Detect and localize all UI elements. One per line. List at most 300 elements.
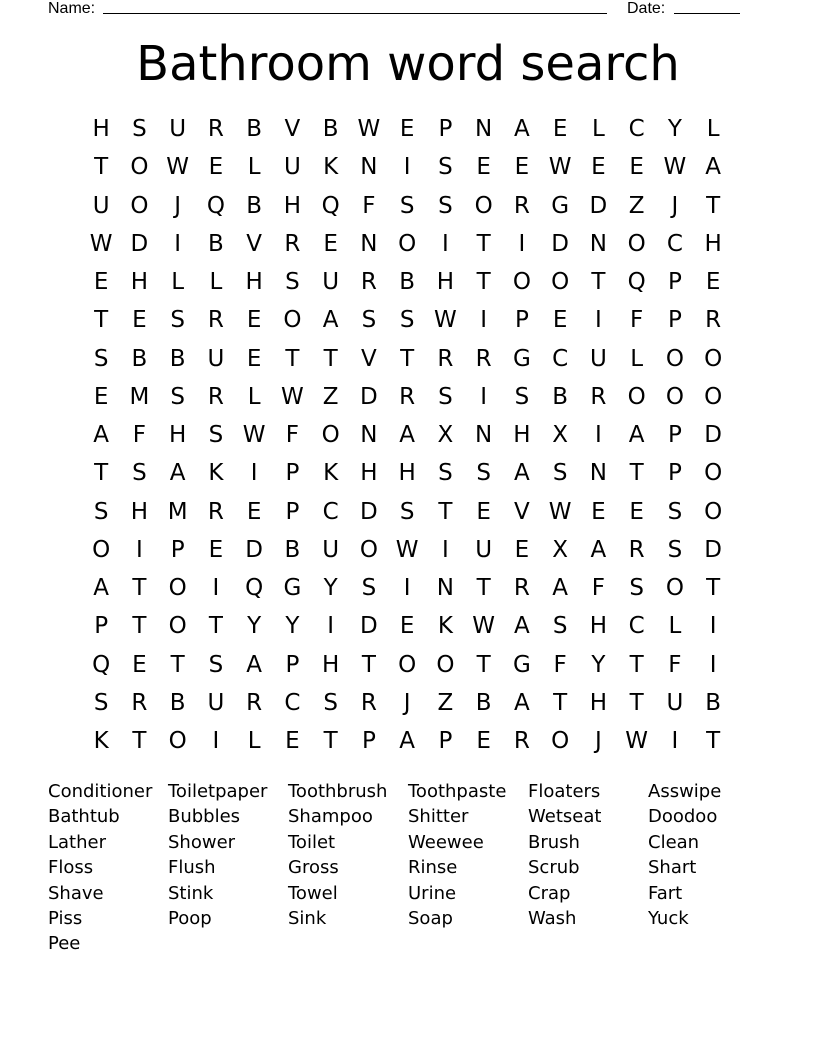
- grid-letter: O: [627, 383, 646, 410]
- grid-letter: R: [475, 345, 492, 372]
- grid-letter: T: [132, 728, 147, 755]
- grid-letter: O: [398, 651, 417, 678]
- grid-letter: E: [246, 307, 262, 334]
- word-list-item: Lather: [48, 831, 106, 853]
- grid-letter: B: [322, 116, 339, 143]
- grid-letter: E: [132, 651, 147, 678]
- grid-letter: W: [434, 307, 457, 334]
- grid-letter: E: [476, 154, 491, 181]
- grid-letter: A: [628, 422, 645, 449]
- grid-letter: E: [132, 307, 147, 334]
- grid-letter: V: [361, 345, 377, 372]
- grid-letter: W: [472, 613, 495, 640]
- grid-letter: S: [667, 498, 683, 525]
- grid-letter: O: [130, 192, 149, 219]
- grid-letter: A: [399, 422, 415, 449]
- grid-letter: S: [132, 460, 147, 487]
- grid-letter: S: [399, 498, 415, 525]
- grid-letter: F: [668, 651, 682, 678]
- grid-letter: T: [94, 307, 109, 334]
- grid-letter: N: [589, 460, 607, 487]
- word-list-item: Rinse: [408, 857, 458, 879]
- grid-letter: K: [93, 728, 109, 755]
- grid-letter: C: [628, 613, 645, 640]
- date-blank-line: [674, 13, 740, 14]
- grid-letter: I: [480, 307, 488, 334]
- grid-letter: I: [480, 383, 488, 410]
- word-list-item: Shave: [48, 882, 104, 904]
- grid-letter: F: [285, 422, 299, 449]
- grid-letter: S: [208, 651, 224, 678]
- grid-letter: H: [398, 460, 416, 487]
- word-list-item: Floss: [48, 857, 94, 879]
- grid-letter: T: [476, 230, 491, 257]
- grid-letter: L: [171, 269, 185, 296]
- grid-letter: U: [475, 536, 493, 563]
- grid-letter: W: [357, 116, 381, 143]
- grid-letter: P: [514, 307, 529, 334]
- grid-letter: O: [665, 345, 684, 372]
- grid-letter: P: [285, 651, 300, 678]
- grid-letter: S: [361, 307, 377, 334]
- grid-letter: O: [474, 192, 493, 219]
- grid-letter: D: [589, 192, 608, 219]
- grid-letter: H: [245, 269, 263, 296]
- word-list-item: Flush: [168, 857, 216, 879]
- grid-letter: U: [666, 689, 684, 716]
- grid-letter: G: [283, 575, 302, 602]
- grid-letter: Y: [591, 651, 606, 678]
- grid-letter: I: [709, 613, 717, 640]
- grid-letter: U: [92, 192, 110, 219]
- grid-letter: E: [629, 154, 644, 181]
- grid-letter: E: [323, 230, 338, 257]
- grid-letter: E: [476, 728, 491, 755]
- grid-letter: E: [514, 154, 530, 181]
- grid-letter: L: [591, 116, 605, 143]
- grid-letter: H: [130, 269, 149, 296]
- grid-letter: E: [705, 269, 721, 296]
- grid-letter: L: [668, 613, 682, 640]
- grid-letter: I: [709, 651, 717, 678]
- page-title: Bathroom word search: [136, 36, 680, 92]
- grid-letter: C: [628, 116, 645, 143]
- grid-letter: Q: [627, 269, 646, 296]
- grid-letter: H: [589, 689, 608, 716]
- grid-letter: E: [246, 498, 262, 525]
- grid-letter: S: [438, 460, 453, 487]
- grid-letter: X: [552, 536, 568, 563]
- grid-letter: O: [168, 575, 187, 602]
- grid-letter: D: [704, 422, 722, 449]
- word-list-item: Urine: [408, 882, 457, 904]
- grid-letter: B: [284, 536, 301, 563]
- letter-grid: [82, 110, 732, 760]
- grid-letter: R: [207, 498, 224, 525]
- grid-letter: W: [625, 728, 648, 755]
- grid-letter: N: [360, 230, 378, 257]
- grid-letter: R: [246, 689, 263, 716]
- word-list-item: Toothpaste: [408, 781, 507, 802]
- grid-letter: I: [174, 230, 182, 257]
- grid-letter: S: [361, 575, 377, 602]
- grid-letter: S: [93, 345, 109, 372]
- word-list-item: Conditioner: [48, 781, 153, 802]
- grid-letter: S: [399, 307, 415, 334]
- grid-letter: R: [628, 536, 645, 563]
- grid-letter: O: [704, 345, 723, 372]
- grid-letter: A: [322, 307, 339, 334]
- grid-letter: N: [475, 116, 493, 143]
- grid-letter: V: [246, 230, 262, 257]
- grid-letter: E: [246, 345, 262, 372]
- word-list-item: Clean: [648, 831, 700, 853]
- grid-letter: Y: [323, 575, 338, 602]
- grid-letter: P: [438, 728, 453, 755]
- name-blank-line: [103, 13, 607, 14]
- grid-letter: T: [285, 345, 300, 372]
- grid-letter: P: [438, 116, 453, 143]
- word-list-item: Toiletpaper: [168, 781, 268, 802]
- grid-letter: T: [706, 728, 721, 755]
- date-label: Date:: [627, 0, 666, 17]
- grid-letter: C: [284, 689, 301, 716]
- grid-letter: S: [514, 383, 530, 410]
- grid-letter: W: [548, 498, 572, 525]
- grid-letter: J: [594, 728, 602, 755]
- grid-letter: K: [437, 613, 453, 640]
- grid-letter: L: [706, 116, 720, 143]
- grid-letter: R: [590, 383, 607, 410]
- grid-letter: M: [167, 498, 188, 525]
- word-list-item: Poop: [168, 907, 212, 929]
- grid-letter: T: [132, 575, 147, 602]
- grid-letter: S: [208, 422, 224, 449]
- grid-letter: W: [242, 422, 266, 449]
- grid-letter: H: [704, 230, 722, 257]
- name-label: Name:: [48, 0, 96, 17]
- grid-letter: R: [284, 230, 301, 257]
- grid-letter: F: [591, 575, 605, 602]
- grid-letter: B: [131, 345, 148, 372]
- grid-letter: S: [667, 536, 683, 563]
- grid-letter: U: [283, 154, 301, 181]
- grid-letter: O: [92, 536, 111, 563]
- grid-letter: B: [169, 345, 186, 372]
- grid-letter: I: [671, 728, 679, 755]
- grid-letter: T: [706, 575, 721, 602]
- grid-letter: S: [552, 460, 568, 487]
- grid-letter: O: [130, 154, 149, 181]
- grid-letter: D: [245, 536, 263, 563]
- word-list-item: Wetseat: [528, 806, 602, 828]
- grid-letter: R: [513, 728, 530, 755]
- grid-letter: S: [438, 154, 453, 181]
- grid-letter: H: [513, 422, 531, 449]
- word-list-item: Shart: [648, 857, 697, 879]
- grid-letter: R: [360, 269, 377, 296]
- grid-letter: V: [514, 498, 530, 525]
- grid-letter: F: [553, 651, 567, 678]
- grid-letter: T: [706, 192, 721, 219]
- grid-letter: Y: [667, 116, 682, 143]
- word-list-item: Crap: [528, 882, 571, 904]
- grid-letter: L: [247, 728, 261, 755]
- word-list-item: Sink: [288, 907, 327, 929]
- grid-letter: A: [93, 575, 109, 602]
- name-date-header: [48, 0, 748, 20]
- grid-letter: E: [399, 116, 415, 143]
- grid-letter: M: [129, 383, 150, 410]
- grid-letter: B: [246, 116, 263, 143]
- grid-letter: E: [514, 536, 530, 563]
- grid-letter: Z: [437, 689, 454, 716]
- grid-letter: O: [551, 728, 570, 755]
- grid-letter: S: [629, 575, 644, 602]
- word-list-item: Stink: [168, 882, 214, 904]
- grid-letter: P: [285, 460, 300, 487]
- grid-letter: A: [399, 728, 415, 755]
- grid-letter: Y: [247, 613, 262, 640]
- grid-letter: B: [169, 689, 186, 716]
- grid-letter: L: [247, 383, 261, 410]
- grid-letter: E: [629, 498, 644, 525]
- grid-letter: C: [666, 230, 683, 257]
- grid-letter: O: [436, 651, 455, 678]
- grid-letter: X: [437, 422, 454, 449]
- word-list-item: Shitter: [408, 806, 469, 828]
- grid-letter: O: [665, 575, 684, 602]
- grid-letter: D: [130, 230, 149, 257]
- grid-letter: A: [552, 575, 568, 602]
- grid-letter: D: [704, 536, 722, 563]
- grid-letter: H: [436, 269, 455, 296]
- grid-letter: O: [704, 460, 723, 487]
- grid-letter: S: [399, 192, 415, 219]
- grid-letter: W: [89, 230, 113, 257]
- grid-letter: J: [403, 689, 411, 716]
- grid-letter: A: [590, 536, 607, 563]
- grid-letter: A: [514, 116, 530, 143]
- word-list-item: Yuck: [648, 907, 689, 929]
- grid-letter: O: [321, 422, 340, 449]
- grid-letter: U: [322, 536, 340, 563]
- word-list-item: Fart: [648, 882, 683, 904]
- grid-letter: Q: [206, 192, 225, 219]
- grid-letter: F: [362, 192, 376, 219]
- grid-letter: P: [667, 307, 682, 334]
- grid-letter: T: [94, 154, 109, 181]
- word-list-item: Bathtub: [48, 806, 120, 828]
- grid-letter: S: [93, 498, 109, 525]
- grid-letter: T: [629, 689, 644, 716]
- grid-letter: I: [212, 728, 220, 755]
- grid-letter: T: [591, 269, 606, 296]
- grid-letter: R: [437, 345, 454, 372]
- grid-letter: V: [284, 116, 301, 143]
- word-list-item: Shower: [168, 831, 236, 853]
- grid-letter: Q: [321, 192, 340, 219]
- grid-letter: T: [629, 460, 644, 487]
- grid-letter: N: [360, 422, 378, 449]
- grid-letter: U: [207, 345, 225, 372]
- grid-letter: H: [168, 422, 187, 449]
- grid-letter: J: [174, 192, 182, 219]
- grid-letter: A: [514, 460, 530, 487]
- grid-letter: T: [553, 689, 568, 716]
- grid-letter: G: [512, 345, 531, 372]
- grid-letter: I: [327, 613, 335, 640]
- grid-letter: E: [591, 154, 606, 181]
- grid-letter: I: [250, 460, 258, 487]
- grid-letter: S: [476, 460, 491, 487]
- grid-letter: U: [207, 689, 225, 716]
- grid-letter: T: [476, 269, 491, 296]
- grid-letter: K: [323, 154, 339, 181]
- grid-letter: O: [704, 498, 723, 525]
- grid-letter: R: [513, 575, 530, 602]
- grid-letter: T: [629, 651, 644, 678]
- grid-letter: Q: [92, 651, 111, 678]
- word-list-item: Scrub: [528, 857, 580, 879]
- word-list-item: Asswipe: [648, 781, 722, 802]
- grid-letter: P: [170, 536, 185, 563]
- grid-letter: K: [323, 460, 339, 487]
- word-list-item: Bubbles: [168, 806, 241, 828]
- word-list: [48, 779, 768, 957]
- grid-letter: T: [476, 575, 491, 602]
- word-list-item: Towel: [288, 882, 338, 904]
- grid-letter: G: [551, 192, 570, 219]
- grid-letter: I: [594, 422, 602, 449]
- grid-letter: P: [667, 269, 682, 296]
- grid-letter: T: [438, 498, 453, 525]
- grid-letter: L: [630, 345, 644, 372]
- grid-letter: A: [246, 651, 262, 678]
- grid-letter: D: [551, 230, 569, 257]
- grid-letter: Z: [322, 383, 339, 410]
- grid-letter: B: [246, 192, 263, 219]
- grid-letter: N: [360, 154, 378, 181]
- grid-letter: I: [594, 307, 602, 334]
- grid-letter: D: [360, 498, 378, 525]
- word-list-item: Doodoo: [648, 806, 718, 828]
- grid-letter: O: [627, 230, 646, 257]
- grid-letter: H: [92, 116, 110, 143]
- grid-letter: J: [671, 192, 679, 219]
- grid-letter: S: [170, 307, 185, 334]
- grid-letter: C: [322, 498, 339, 525]
- grid-letter: Z: [628, 192, 645, 219]
- word-list-item: Brush: [528, 831, 580, 853]
- grid-letter: S: [438, 192, 453, 219]
- grid-letter: S: [285, 269, 300, 296]
- word-list-item: Shampoo: [288, 806, 373, 828]
- grid-letter: E: [285, 728, 300, 755]
- grid-letter: T: [323, 728, 338, 755]
- grid-letter: W: [281, 383, 304, 410]
- grid-letter: S: [438, 383, 453, 410]
- grid-letter: E: [208, 154, 224, 181]
- grid-letter: E: [208, 536, 224, 563]
- grid-letter: Q: [245, 575, 264, 602]
- grid-letter: T: [400, 345, 415, 372]
- grid-letter: U: [589, 345, 607, 372]
- grid-letter: O: [168, 613, 187, 640]
- grid-letter: I: [441, 230, 449, 257]
- word-list-item: Floaters: [528, 781, 601, 802]
- word-list-item: Gross: [288, 857, 339, 879]
- grid-letter: E: [552, 116, 568, 143]
- grid-letter: S: [552, 613, 568, 640]
- grid-letter: P: [667, 460, 682, 487]
- grid-letter: O: [168, 728, 187, 755]
- grid-letter: G: [512, 651, 531, 678]
- grid-letter: R: [705, 307, 722, 334]
- grid-letter: B: [475, 689, 492, 716]
- grid-letter: O: [704, 383, 723, 410]
- grid-letter: A: [514, 689, 530, 716]
- grid-letter: R: [207, 383, 224, 410]
- grid-letter: W: [548, 154, 572, 181]
- grid-letter: I: [135, 536, 143, 563]
- grid-letter: X: [552, 422, 568, 449]
- grid-letter: S: [93, 689, 109, 716]
- grid-letter: R: [131, 689, 148, 716]
- grid-letter: A: [93, 422, 109, 449]
- grid-letter: O: [551, 269, 570, 296]
- grid-letter: P: [667, 422, 682, 449]
- grid-letter: N: [436, 575, 454, 602]
- grid-letter: F: [630, 307, 644, 334]
- grid-letter: L: [209, 269, 223, 296]
- grid-letter: B: [705, 689, 722, 716]
- word-list-item: Pee: [48, 933, 81, 955]
- grid-letter: N: [589, 230, 607, 257]
- grid-letter: W: [395, 536, 419, 563]
- grid-letter: U: [169, 116, 187, 143]
- word-list-item: Soap: [408, 907, 453, 929]
- grid-letter: B: [399, 269, 416, 296]
- grid-letter: O: [512, 269, 531, 296]
- grid-letter: U: [322, 269, 340, 296]
- grid-letter: H: [589, 613, 608, 640]
- grid-letter: S: [170, 383, 185, 410]
- grid-letter: O: [398, 230, 417, 257]
- grid-letter: I: [403, 154, 411, 181]
- grid-letter: W: [663, 154, 687, 181]
- grid-letter: L: [247, 154, 261, 181]
- grid-letter: A: [514, 613, 530, 640]
- grid-letter: O: [283, 307, 302, 334]
- grid-letter: Y: [285, 613, 300, 640]
- grid-letter: I: [441, 536, 449, 563]
- grid-letter: D: [360, 383, 378, 410]
- word-list-item: Toilet: [288, 831, 336, 853]
- word-list-item: Wash: [528, 907, 577, 929]
- grid-letter: P: [285, 498, 300, 525]
- grid-letter: N: [475, 422, 493, 449]
- grid-letter: C: [552, 345, 569, 372]
- grid-letter: E: [591, 498, 606, 525]
- word-list-item: Piss: [48, 907, 83, 929]
- grid-letter: R: [360, 689, 377, 716]
- grid-letter: B: [552, 383, 569, 410]
- grid-letter: A: [169, 460, 186, 487]
- grid-letter: T: [132, 613, 147, 640]
- grid-letter: H: [360, 460, 378, 487]
- grid-letter: T: [323, 345, 338, 372]
